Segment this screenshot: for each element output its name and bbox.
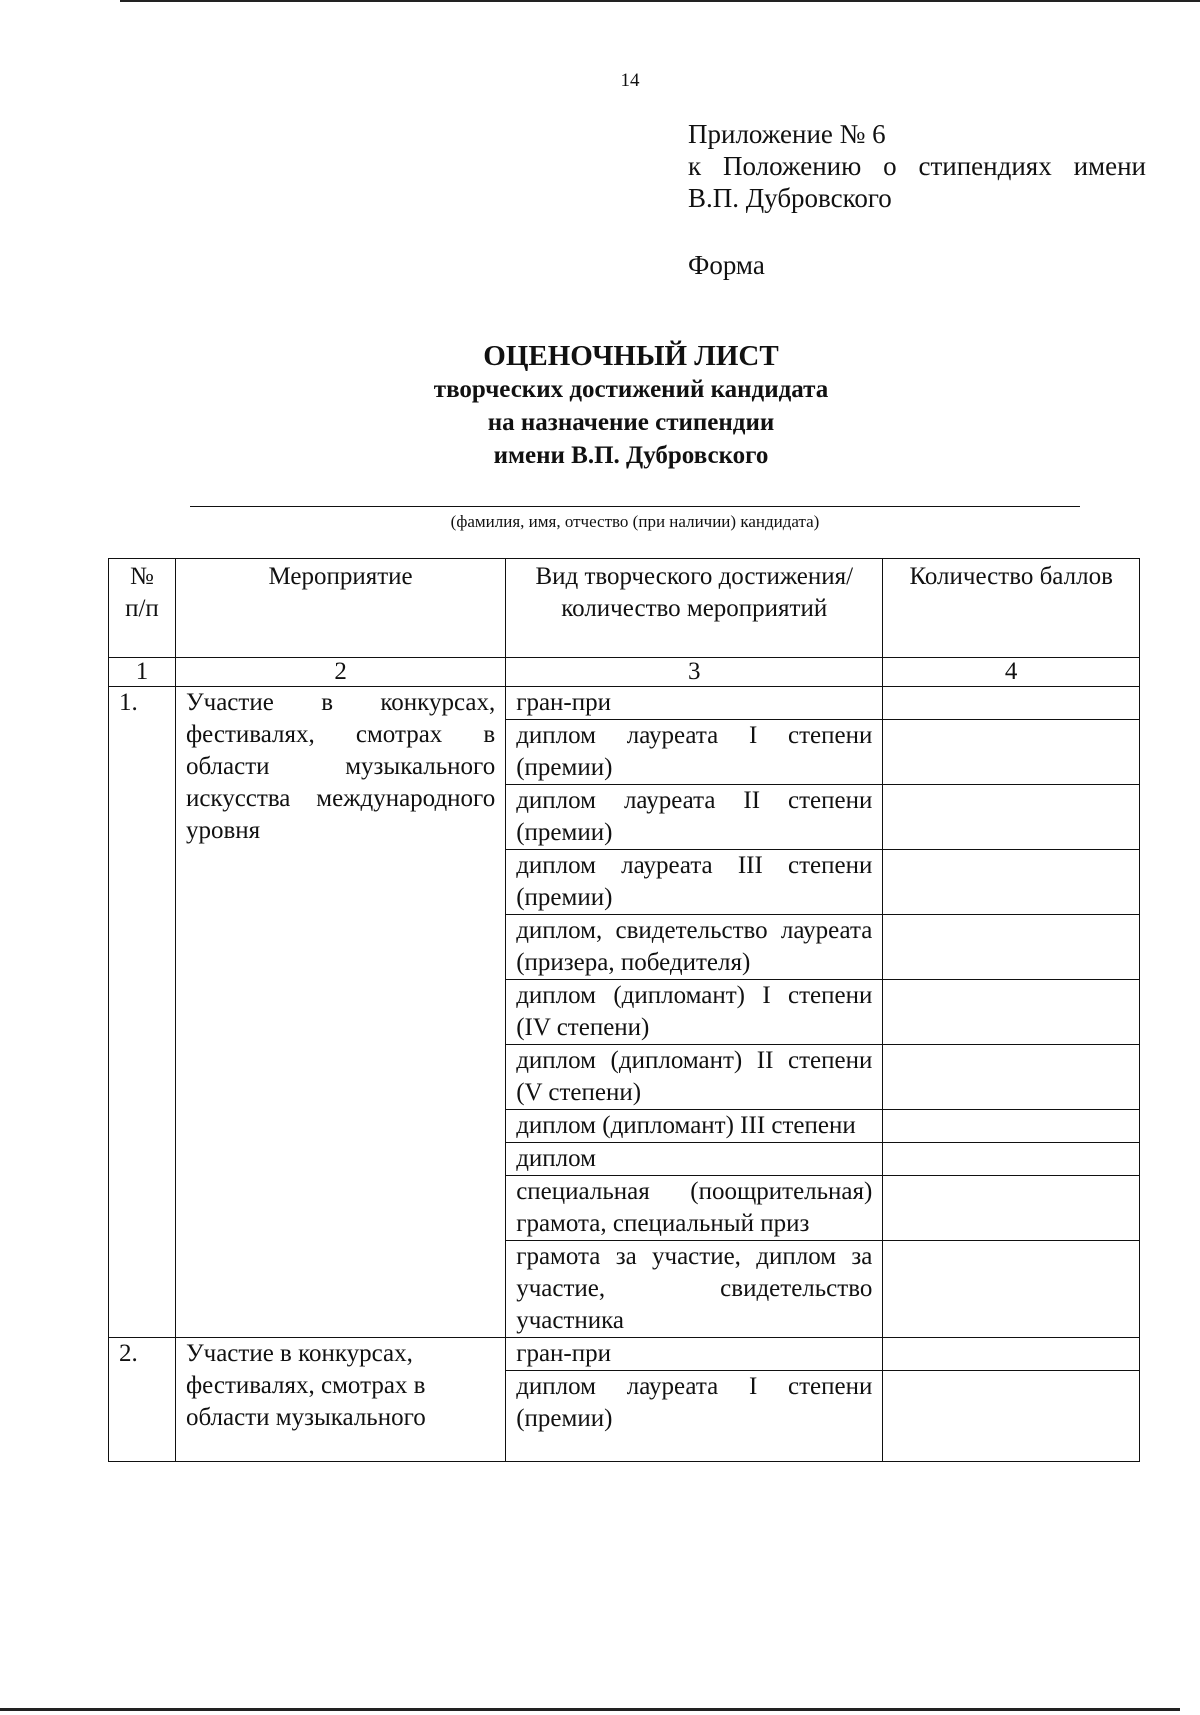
points-cell[interactable] bbox=[883, 1176, 1140, 1241]
achievement-cell: гран-при bbox=[506, 687, 883, 720]
column-number-row bbox=[109, 658, 1140, 687]
candidate-name-caption: (фамилия, имя, отчество (при наличии) кандидата) bbox=[450, 512, 820, 531]
section-event: Участие в конкурсах, фестивалях, смотрах в области музыкального искусства международного уровня bbox=[175, 687, 505, 1338]
form-label: Форма bbox=[688, 250, 765, 280]
achievement-cell: диплом лауреата II степени (премии) bbox=[506, 785, 883, 850]
table-header-row bbox=[109, 559, 1140, 658]
table-row bbox=[109, 687, 1140, 720]
points-cell[interactable] bbox=[883, 980, 1140, 1045]
title-line-3: на назначение стипендии bbox=[487, 409, 775, 436]
section-number: 1. bbox=[109, 687, 176, 1338]
appendix-line-3: В.П. Дубровского bbox=[688, 183, 892, 213]
points-cell[interactable] bbox=[883, 1110, 1140, 1143]
column-number: 4 bbox=[883, 658, 1140, 687]
points-cell[interactable] bbox=[883, 1371, 1140, 1462]
achievement-cell: диплом лауреата III степени (премии) bbox=[506, 850, 883, 915]
points-cell[interactable] bbox=[883, 687, 1140, 720]
points-cell[interactable] bbox=[883, 720, 1140, 785]
title-line-4: имени В.П. Дубровского bbox=[493, 442, 769, 469]
achievement-cell: диплом лауреата I степени (премии) bbox=[506, 720, 883, 785]
document-title bbox=[300, 340, 962, 472]
column-number: 2 bbox=[175, 658, 505, 687]
achievement-cell: грамота за участие, диплом за участие, свидетельство участника bbox=[506, 1241, 883, 1338]
points-cell[interactable] bbox=[883, 1338, 1140, 1371]
achievement-cell: диплом, свидетельство лауреата (призера, победителя) bbox=[506, 915, 883, 980]
title-main: ОЦЕНОЧНЫЙ ЛИСТ bbox=[483, 340, 779, 372]
section-number: 2. bbox=[109, 1338, 176, 1462]
appendix-line-2: к Положению о стипендиях имени bbox=[688, 151, 1146, 181]
achievement-cell: гран-при bbox=[506, 1338, 883, 1371]
achievement-cell: диплом bbox=[506, 1143, 883, 1176]
header-number: № п/п bbox=[109, 559, 176, 658]
column-number: 3 bbox=[506, 658, 883, 687]
points-cell[interactable] bbox=[883, 850, 1140, 915]
column-number: 1 bbox=[109, 658, 176, 687]
header-points: Количество баллов bbox=[883, 559, 1140, 658]
header-achievement: Вид творческого достижения/количество мероприятий bbox=[506, 559, 883, 658]
table-row bbox=[109, 1338, 1140, 1371]
evaluation-table bbox=[108, 558, 1140, 1462]
points-cell[interactable] bbox=[883, 1143, 1140, 1176]
points-cell[interactable] bbox=[883, 915, 1140, 980]
page-number: 14 bbox=[620, 70, 640, 91]
appendix-block bbox=[688, 118, 1146, 214]
title-line-2: творческих достижений кандидата bbox=[433, 376, 829, 403]
achievement-cell: специальная (поощрительная) грамота, специальный приз bbox=[506, 1176, 883, 1241]
achievement-cell: диплом (дипломант) I степени (IV степени) bbox=[506, 980, 883, 1045]
points-cell[interactable] bbox=[883, 1241, 1140, 1338]
points-cell[interactable] bbox=[883, 785, 1140, 850]
appendix-line-1: Приложение № 6 bbox=[688, 119, 886, 149]
achievement-cell: диплом (дипломант) III степени bbox=[506, 1110, 883, 1143]
achievement-cell: диплом (дипломант) II степени (V степени) bbox=[506, 1045, 883, 1110]
scan-edge-top bbox=[120, 0, 1200, 2]
achievement-cell: диплом лауреата I степени (премии) bbox=[506, 1371, 883, 1462]
header-event: Мероприятие bbox=[175, 559, 505, 658]
points-cell[interactable] bbox=[883, 1045, 1140, 1110]
scan-edge-bottom bbox=[0, 1708, 1180, 1711]
candidate-name-line bbox=[190, 506, 1080, 507]
section-event: Участие в конкурсах, фестивалях, смотрах в области музыкального bbox=[175, 1338, 505, 1462]
